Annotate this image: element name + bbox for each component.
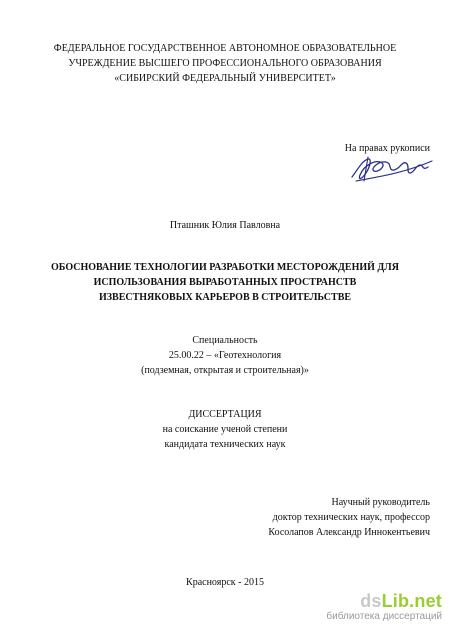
dissertation-degree-line-2: кандидата технических наук <box>164 439 286 450</box>
signature-icon <box>348 151 434 185</box>
institution-line-1: ФЕДЕРАЛЬНОЕ ГОСУДАРСТВЕННОЕ АВТОНОМНОЕ ОБРАЗОВАТЕЛЬНОЕ <box>53 43 397 54</box>
watermark <box>326 591 442 623</box>
institution-line-2: УЧРЕЖДЕНИЕ ВЫСШЕГО ПРОФЕССИОНАЛЬНОГО ОБРАЗОВАНИЯ <box>68 58 382 69</box>
watermark-logo <box>326 591 442 611</box>
supervisor-label: Научный руководитель <box>331 497 430 508</box>
watermark-logo-part2: Lib.net <box>381 591 442 611</box>
dissertation-degree-line-1: на соискание ученой степени <box>162 424 288 435</box>
title-line-3: ИЗВЕСТНЯКОВЫХ КАРЬЕРОВ В СТРОИТЕЛЬСТВЕ <box>98 292 352 303</box>
title-line-1: ОБОСНОВАНИЕ ТЕХНОЛОГИИ РАЗРАБОТКИ МЕСТОРОЖДЕНИЙ ДЛЯ <box>51 262 399 273</box>
supervisor-degree: доктор технических наук, профессор <box>272 512 430 523</box>
specialty-code: 25.00.22 – «Геотехнология <box>168 350 282 361</box>
footer-city-year: Красноярск - 2015 <box>186 577 264 588</box>
dissertation-label: ДИССЕРТАЦИЯ <box>188 409 262 420</box>
manuscript-note: На правах рукописи <box>344 143 430 154</box>
watermark-logo-part1: ds <box>360 591 382 611</box>
supervisor-name: Косолапов Александр Иннокентьевич <box>268 527 430 538</box>
specialty-label: Специальность <box>192 335 258 346</box>
institution-line-3: «СИБИРСКИЙ ФЕДЕРАЛЬНЫЙ УНИВЕРСИТЕТ» <box>114 73 336 84</box>
title-line-2: ИСПОЛЬЗОВАНИЯ ВЫРАБОТАННЫХ ПРОСТРАНСТВ <box>93 277 357 288</box>
specialty-detail: (подземная, открытая и строительная)» <box>141 365 309 376</box>
watermark-subtitle: библиотека диссертаций <box>326 611 442 622</box>
author-name: Пташник Юлия Павловна <box>169 220 281 231</box>
